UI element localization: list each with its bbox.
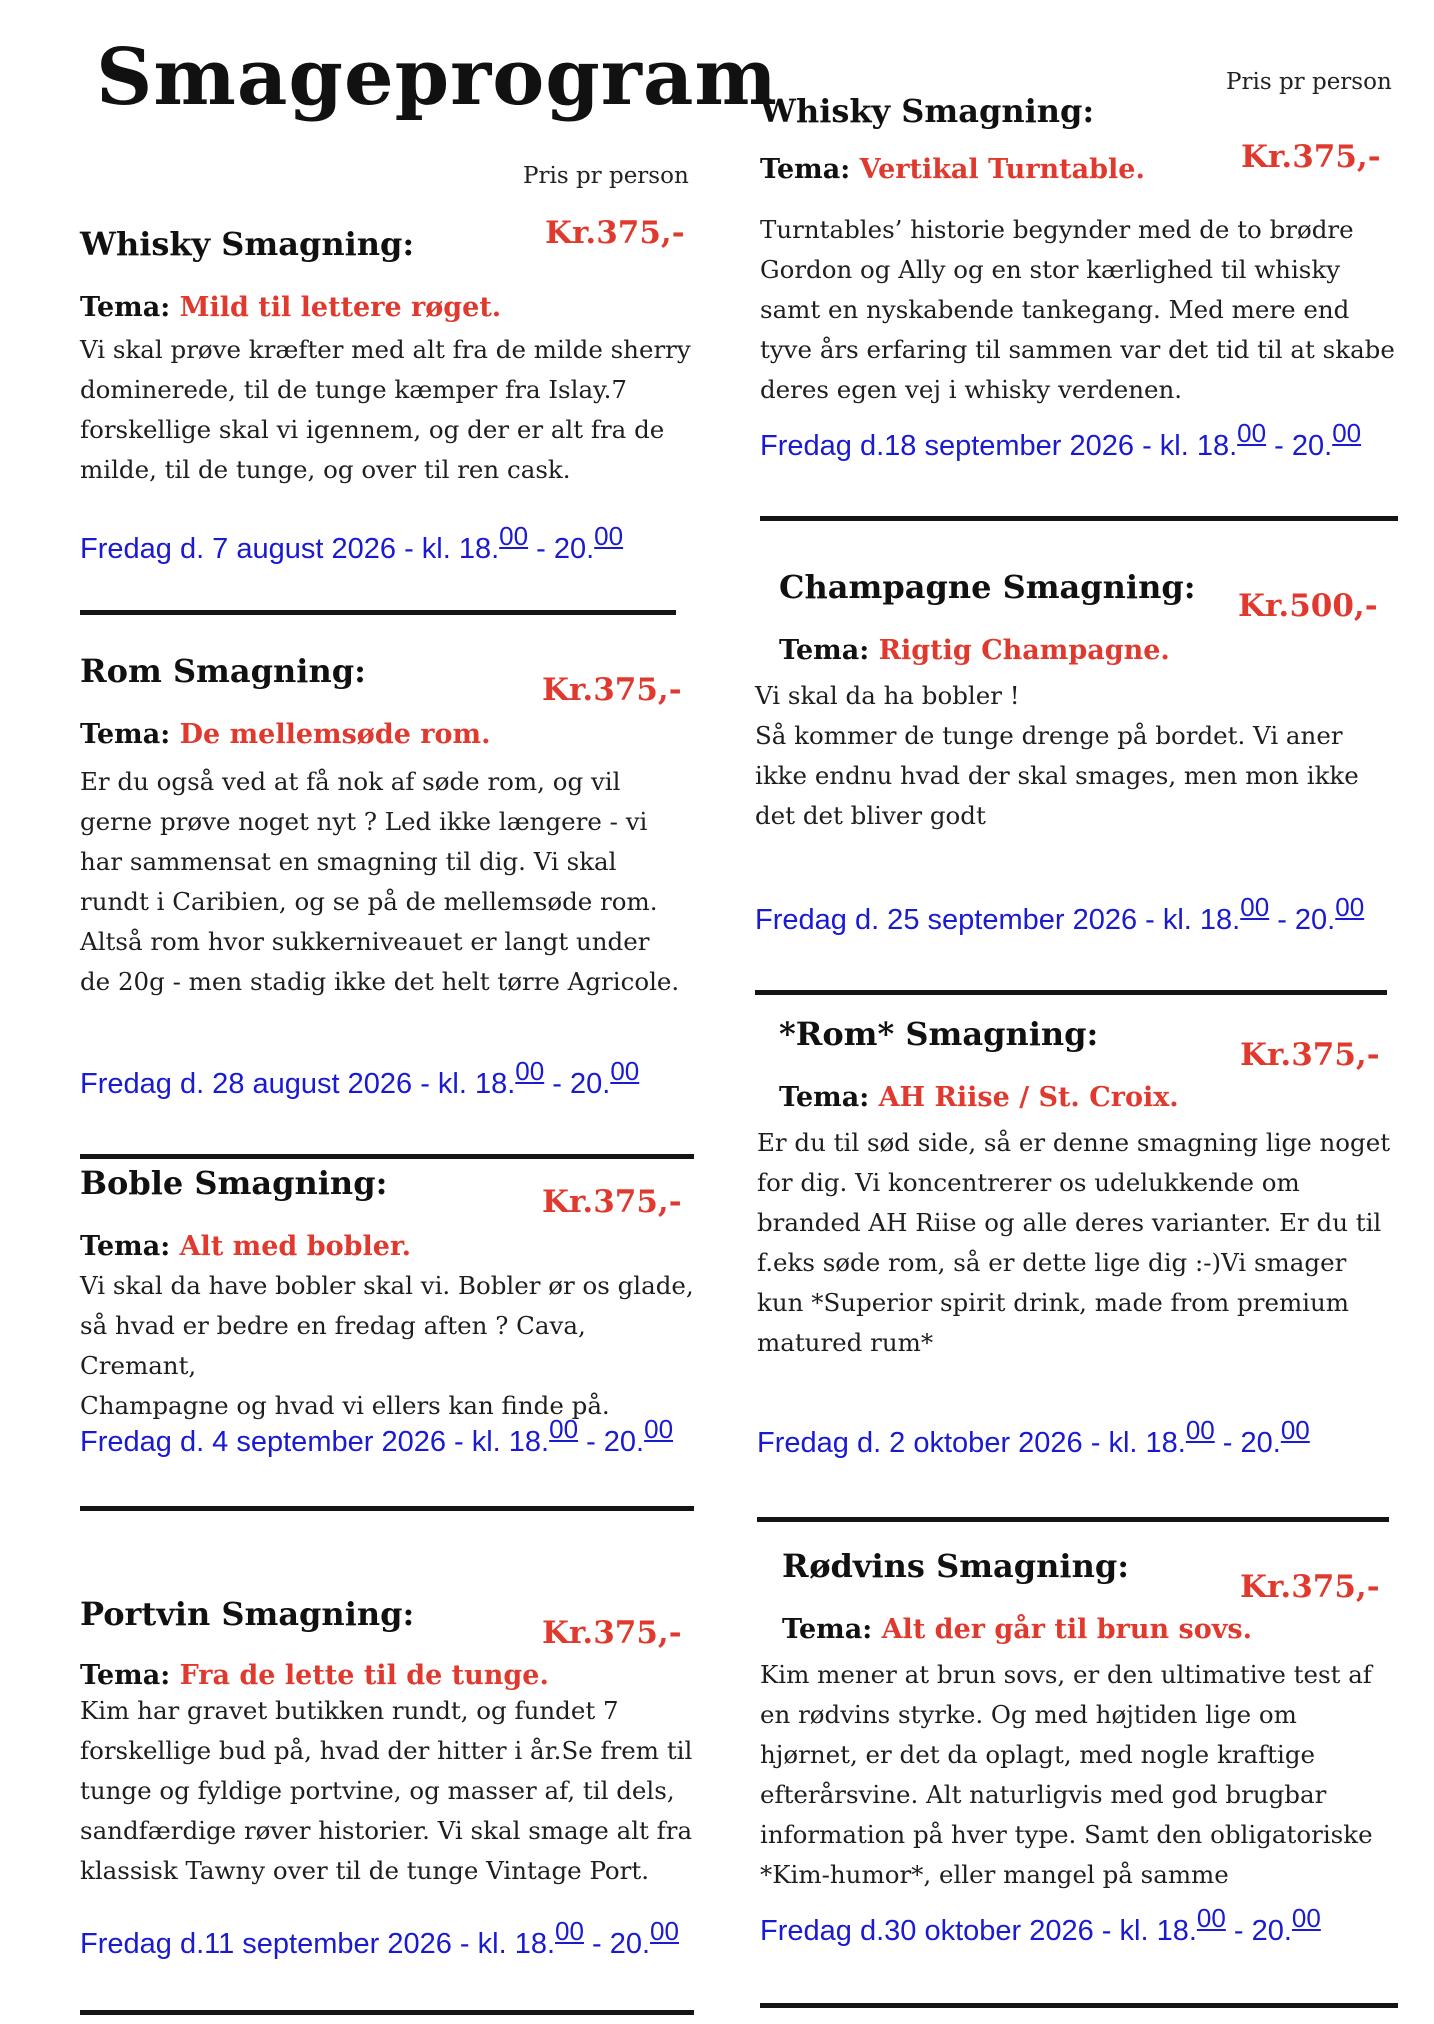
event-title: Rødvins Smagning: — [782, 1547, 1130, 1585]
event-date: Fredag d. 7 august 2026 - kl. 18.00 - 20.00 — [80, 521, 624, 565]
event-title: Whisky Smagning: — [80, 225, 415, 263]
event-title: Whisky Smagning: — [760, 92, 1095, 130]
event-price: Kr.375,- — [542, 1615, 682, 1651]
page-title: Smageprogram — [96, 32, 778, 123]
event-description: Vi skal da ha bobler ! Så kommer de tunge drenge på bordet. Vi aner ikke endnu hvad der skal smages, men mon ikke det det bliver godt — [755, 681, 1359, 830]
event-description: Kim har gravet butikken rundt, og fundet 7 forskellige bud på, hvad der hitter i år.Se frem til tunge og fyldige portvine, og masser af, til dels, sandfærdige røver historier. Vi skal smage alt fra klassisk Tawny over til de tunge Vintage Port. — [80, 1696, 693, 1885]
price-note: Pris pr person — [523, 163, 689, 189]
event-rom-august — [80, 652, 700, 1112]
event-price: Kr.375,- — [1240, 1569, 1380, 1605]
event-price: Kr.375,- — [542, 1184, 682, 1220]
event-theme: Tema: De mellemsøde rom. — [80, 719, 491, 750]
event-rom-oktober — [757, 1015, 1397, 1475]
event-price: Kr.375,- — [542, 672, 682, 708]
event-date: Fredag d.11 september 2026 - kl. 18.00 - 20.00 — [80, 1916, 679, 1960]
divider — [80, 1154, 694, 1159]
event-theme: Tema: Rigtig Champagne. — [779, 635, 1170, 666]
event-champagne-september — [755, 568, 1395, 968]
event-date: Fredag d. 28 august 2026 - kl. 18.00 - 20.00 — [80, 1056, 640, 1100]
event-title: Boble Smagning: — [80, 1164, 388, 1202]
event-title: Rom Smagning: — [80, 652, 366, 690]
event-date: Fredag d. 4 september 2026 - kl. 18.00 - 20.00 — [80, 1414, 674, 1458]
event-theme: Tema: AH Riise / St. Croix. — [779, 1082, 1179, 1113]
divider — [757, 1517, 1389, 1522]
event-portvin-september — [80, 1595, 700, 1975]
event-description: Kim mener at brun sovs, er den ultimative test af en rødvins styrke. Og med højtiden lige om hjørnet, er det da oplagt, med nogle kraftige efterårsvine. Alt naturligvis med god brugbar information på hver type. Samt den obligatoriske *Kim-humor*, eller mangel på samme — [760, 1660, 1373, 1889]
event-price: Kr.375,- — [1240, 1037, 1380, 1073]
divider — [760, 516, 1398, 521]
event-boble-september — [80, 1164, 700, 1484]
event-description: Turntables’ historie begynder med de to brødre Gordon og Ally og en stor kærlighed til whisky samt en nyskabende tankegang. Med mere end tyve års erfaring til sammen var det tid til at skabe deres egen vej i whisky verdenen. — [760, 215, 1395, 404]
event-description: Er du til sød side, så er denne smagning lige noget for dig. Vi koncentrerer os udelukkende om branded AH Riise og alle deres varianter. Er du til f.eks søde rom, så er dette lige dig :-)Vi smager kun *Superior spirit drink, made from premium matured rum* — [757, 1128, 1391, 1357]
divider — [80, 1506, 694, 1511]
event-price: Kr.375,- — [1241, 139, 1381, 175]
event-title: Portvin Smagning: — [80, 1595, 415, 1633]
event-theme: Tema: Alt der går til brun sovs. — [782, 1614, 1253, 1645]
event-description: Vi skal da have bobler skal vi. Bobler ør os glade, så hvad er bedre en fredag aften ? Cava, Cremant, Champagne og hvad vi ellers kan finde på. — [80, 1271, 694, 1420]
event-description: Vi skal prøve kræfter med alt fra de milde sherry dominerede, til de tunge kæmper fra Islay.7 forskellige skal vi igennem, og der er alt fra de milde, til de tunge, og over til ren cask. — [80, 335, 691, 484]
event-price: Kr.500,- — [1238, 588, 1378, 624]
divider — [760, 2003, 1398, 2008]
event-date: Fredag d. 2 oktober 2026 - kl. 18.00 - 20.00 — [757, 1415, 1310, 1459]
event-whisky-august — [80, 215, 700, 585]
event-rodvin-oktober — [760, 1547, 1400, 1987]
event-theme: Tema: Alt med bobler. — [80, 1231, 412, 1262]
event-date: Fredag d. 25 september 2026 - kl. 18.00 - 20.00 — [755, 892, 1365, 936]
divider — [80, 610, 676, 615]
event-title: *Rom* Smagning: — [779, 1015, 1099, 1053]
price-note: Pris pr person — [1226, 69, 1392, 95]
event-whisky-september — [760, 92, 1400, 472]
event-date: Fredag d.30 oktober 2026 - kl. 18.00 - 20.00 — [760, 1903, 1321, 1947]
event-date: Fredag d.18 september 2026 - kl. 18.00 - 20.00 — [760, 418, 1362, 462]
event-title: Champagne Smagning: — [779, 568, 1196, 606]
event-price: Kr.375,- — [545, 215, 685, 251]
event-theme: Tema: Fra de lette til de tunge. — [80, 1660, 549, 1691]
divider — [80, 2010, 694, 2015]
event-theme: Tema: Mild til lettere røget. — [80, 292, 502, 323]
divider — [755, 990, 1387, 995]
event-description: Er du også ved at få nok af søde rom, og vil gerne prøve noget nyt ? Led ikke længere - vi har sammensat en smagning til dig. Vi skal rundt i Caribien, og se på de mellemsøde rom. Altså rom hvor sukkerniveauet er langt under de 20g - men stadig ikke det helt tørre Agricole. — [80, 767, 680, 996]
event-theme: Tema: Vertikal Turntable. — [760, 154, 1145, 185]
